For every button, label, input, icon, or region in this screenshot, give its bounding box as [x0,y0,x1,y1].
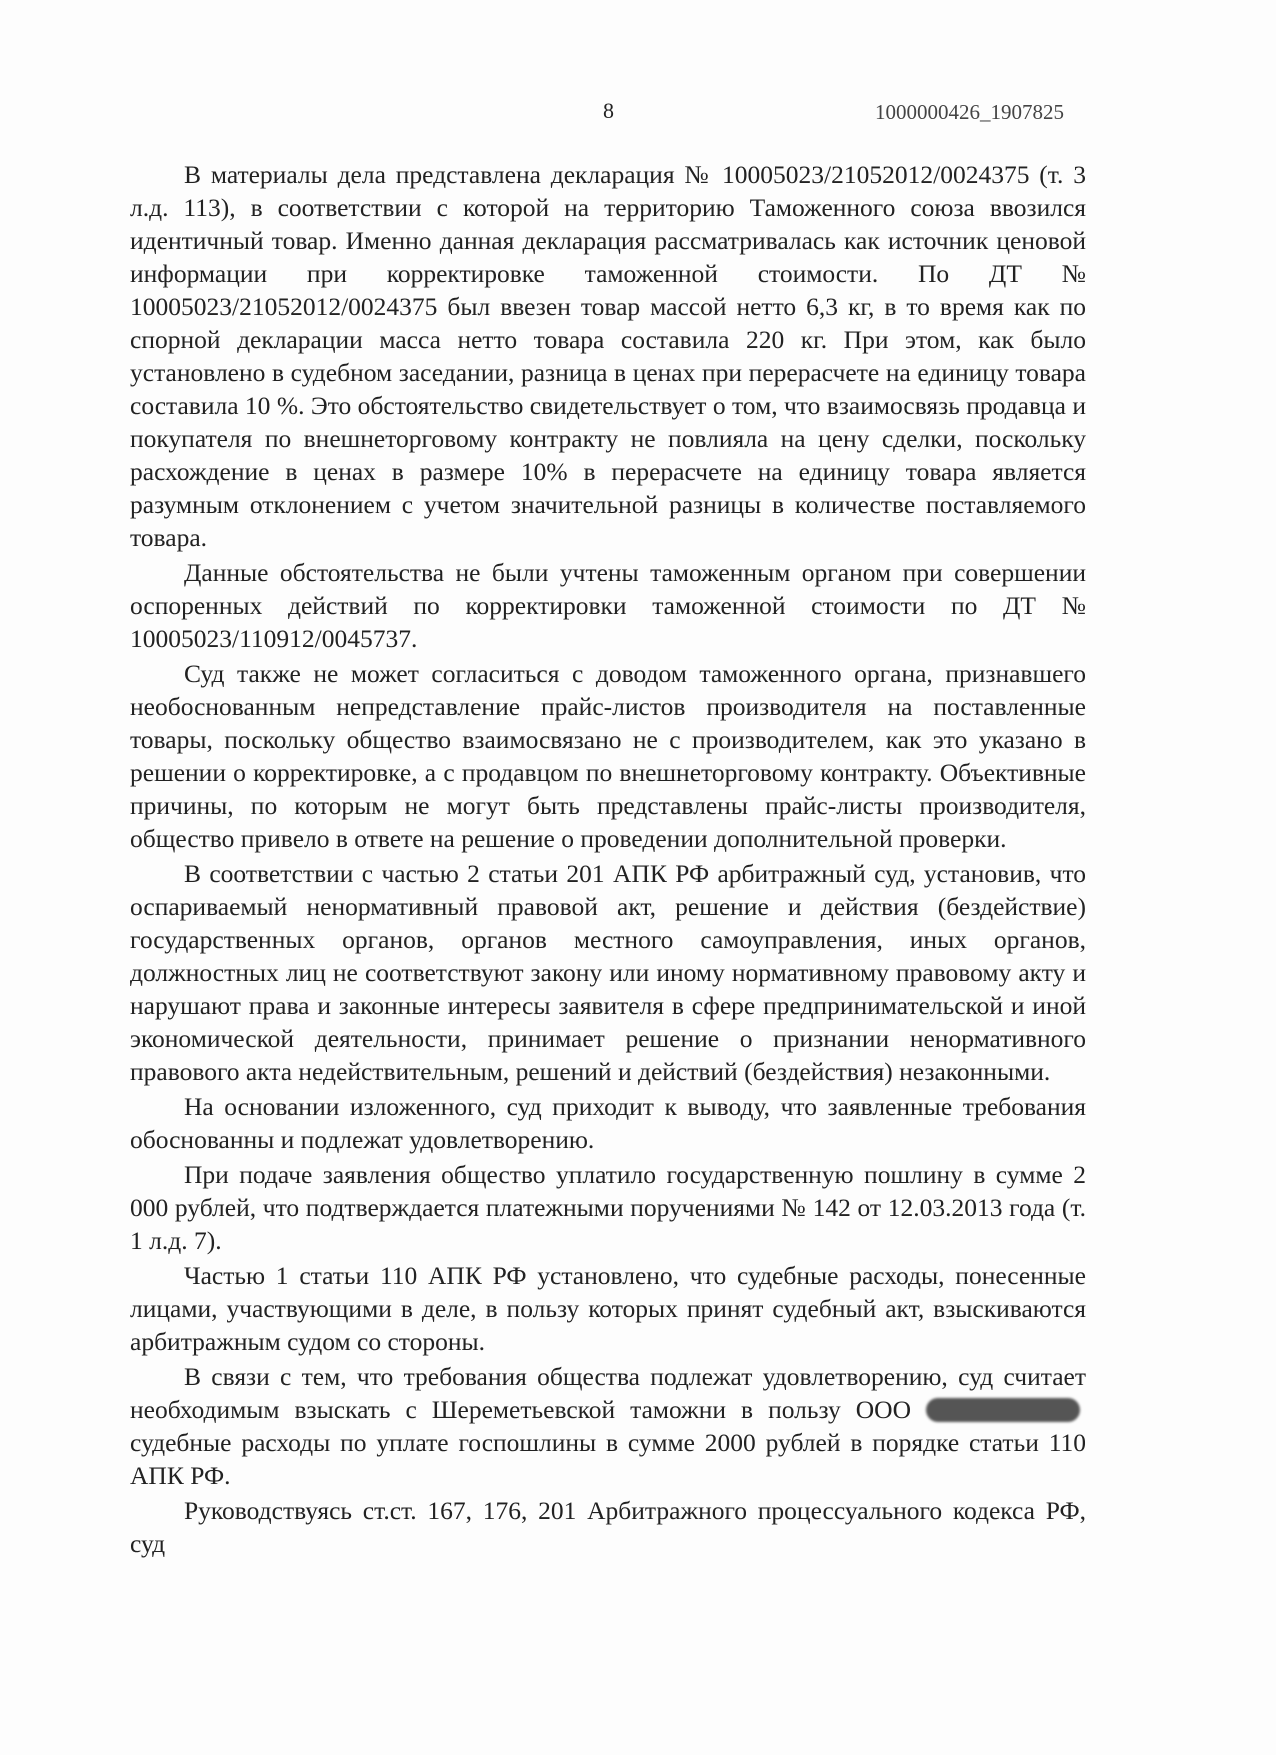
page-number: 8 [603,98,614,123]
costs-text-after: судебные расходы по уплате госпошлины в сумме 2000 рублей в порядке статьи 110 АПК РФ. [130,1428,1086,1490]
paragraph-conclusion: На основании изложенного, суд приходит к выводу, что заявленные требования обоснованны и подлежат удовлетворению. [130,1092,1086,1154]
page-header [0,98,1276,128]
costs-text-before: В связи с тем, что требования общества подлежат удовлетворению, суд считает необходимым взыскать с Шереметьевской таможни в пользу ООО [130,1362,1086,1424]
paragraph-circumstances: Данные обстоятельства не были учтены таможенным органом при совершении оспоренных действий по корректировки таможенной стоимости по ДТ № 10005023/110912/0045737. [130,558,1086,653]
redacted-company-name [926,1398,1080,1422]
paragraph-state-fee: При подаче заявления общество уплатило государственную пошлину в сумме 2 000 рублей, что подтверждается платежными поручениями № 142 от 12.03.2013 года (т. 1 л.д. 7). [130,1160,1086,1255]
paragraph-guided-by: Руководствуясь ст.ст. 167, 176, 201 Арбитражного процессуального кодекса РФ, суд [130,1496,1086,1558]
paragraph-article-201: В соответствии с частью 2 статьи 201 АПК РФ арбитражный суд, установив, что оспариваемый ненормативный правовой акт, решение и действия (бездействие) государственных органов, органов местного самоуправления, иных органов, должностных лиц не соответствуют закону или иному нормативному правовому акту и нарушают права и законные интересы заявителя в сфере предпринимательской и иной экономической деятельности, принимает решение о признании ненормативного правового акта недействительным, решений и действий (бездействия) незаконными. [130,859,1086,1086]
paragraph-article-110: Частью 1 статьи 110 АПК РФ установлено, что судебные расходы, понесенные лицами, участвующими в деле, в пользу которых принят судебный акт, взыскиваются арбитражным судом со стороны. [130,1261,1086,1356]
paragraph-costs-recovery [130,1360,1086,1492]
paragraph-declaration: В материалы дела представлена декларация № 10005023/21052012/0024375 (т. 3 л.д. 113), в соответствии с которой на территорию Таможенного союза ввозился идентичный товар. Именно данная декларация рассматривалась как источник ценовой информации при корректировке таможенной стоимости. По ДТ № 10005023/21052012/0024375 был ввезен товар массой нетто 6,3 кг, в то время как по спорной декларации масса нетто товара составила 220 кг. При этом, как было установлено в судебном заседании, разница в ценах при перерасчете на единицу товара составила 10 %. Это обстоятельство свидетельствует о том, что взаимосвязь продавца и покупателя по внешнеторговому контракту не повлияла на цену сделки, поскольку расхождение в ценах в размере 10% в перерасчете на единицу товара является разумным отклонением с учетом значительной разницы в количестве поставляемого товара. [130,160,1086,552]
document-body [130,158,1086,1560]
paragraph-price-lists: Суд также не может согласиться с доводом таможенного органа, признавшего необоснованным непредставление прайс-листов производителя на поставленные товары, поскольку общество взаимосвязано не с производителем, как это указано в решении о корректировке, а с продавцом по внешнеторговому контракту. Объективные причины, по которым не могут быть представлены прайс-листы производителя, общество привело в ответе на решение о проведении дополнительной проверки. [130,659,1086,853]
document-id: 1000000426_1907825 [875,100,1064,124]
